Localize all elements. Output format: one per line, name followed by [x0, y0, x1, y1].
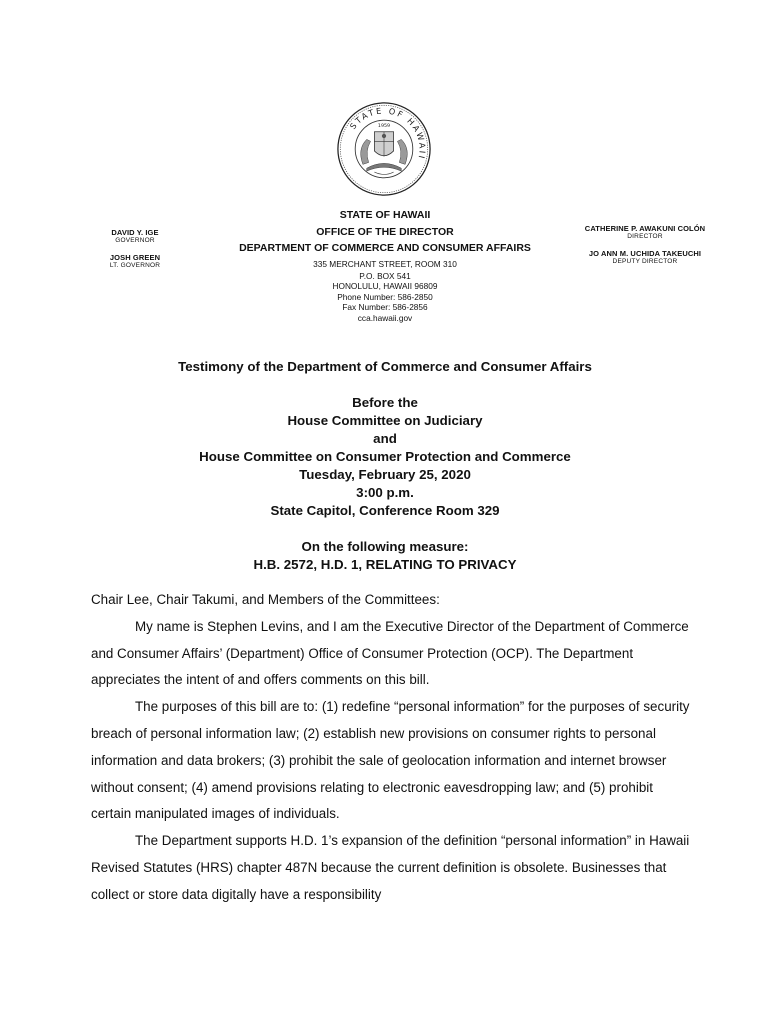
measure-intro: On the following measure: [301, 539, 469, 554]
website: cca.hawaii.gov [357, 312, 413, 323]
state-name: STATE OF HAWAII [339, 209, 431, 221]
testimony-body [91, 587, 691, 909]
body-paragraph: My name is Stephen Levins, and I am the Executive Director of the Department of Commerce and Consumer Affairs’ (Department) Office of Consumer Protection (OCP). The Department appreciates the intent of and offers comments on this bill. [91, 618, 689, 688]
po-box: P.O. BOX 541 [359, 270, 411, 281]
and-label: and [373, 431, 397, 446]
body-paragraph: The Department supports H.D. 1’s expansion of the definition “personal information” in Hawaii Revised Statutes (HRS) chapter 487N because the current definition is obsolete. Businesses that collect or store data digitally have a responsibility [91, 833, 690, 902]
testimony-title: Testimony of the Department of Commerce and Consumer Affairs [178, 359, 592, 374]
phone-number: Phone Number: 586-2850 [337, 291, 433, 302]
hearing-date: Tuesday, February 25, 2020 [299, 467, 471, 482]
deputy-director-name: JO ANN M. UCHIDA TAKEUCHI [588, 249, 702, 258]
testimony-heading [0, 358, 770, 574]
seal-year: 1959 [377, 123, 391, 129]
body-paragraph: The purposes of this bill are to: (1) redefine “personal information” for the purposes of security breach of personal information law; (2) establish new provisions on consumer rights to personal information and data brokers; (3) prohibit the sale of geolocation information and internet browser without consent; (4) amend provisions relating to electronic eavesdropping law; and (5) prohibit certain manipulated images of individuals. [91, 699, 690, 822]
committee-judiciary: House Committee on Judiciary [287, 413, 483, 428]
measure-name: H.B. 2572, H.D. 1, RELATING TO PRIVACY [253, 557, 517, 572]
state-seal [336, 101, 432, 197]
director-info [555, 224, 735, 274]
city-address: HONOLULU, HAWAII 96809 [332, 281, 438, 291]
deputy-director-title: DEPUTY DIRECTOR [612, 258, 678, 265]
governor-info [70, 228, 200, 278]
salutation: Chair Lee, Chair Takumi, and Members of the Committees: [91, 592, 440, 607]
letterhead [200, 207, 570, 323]
governor-title: GOVERNOR [115, 237, 155, 244]
director-title: DIRECTOR [627, 233, 663, 240]
street-address: 335 MERCHANT STREET, ROOM 310 [313, 258, 457, 269]
director-name: CATHERINE P. AWAKUNI COLÓN [584, 224, 706, 233]
department-name: DEPARTMENT OF COMMERCE AND CONSUMER AFFAIRS [239, 242, 531, 254]
fax-number: Fax Number: 586-2856 [342, 302, 428, 312]
before-label: Before the [352, 395, 418, 410]
office-name: OFFICE OF THE DIRECTOR [316, 225, 454, 238]
hearing-time: 3:00 p.m. [356, 485, 414, 500]
governor-name: DAVID Y. IGE [111, 228, 159, 237]
lt-governor-title: LT. GOVERNOR [109, 262, 161, 269]
seal-ring-text: STATE OF HAWAII [347, 105, 428, 162]
lt-governor-name: JOSH GREEN [109, 253, 161, 262]
committee-consumer-protection: House Committee on Consumer Protection and Commerce [199, 449, 571, 464]
hearing-location: State Capitol, Conference Room 329 [270, 503, 500, 518]
